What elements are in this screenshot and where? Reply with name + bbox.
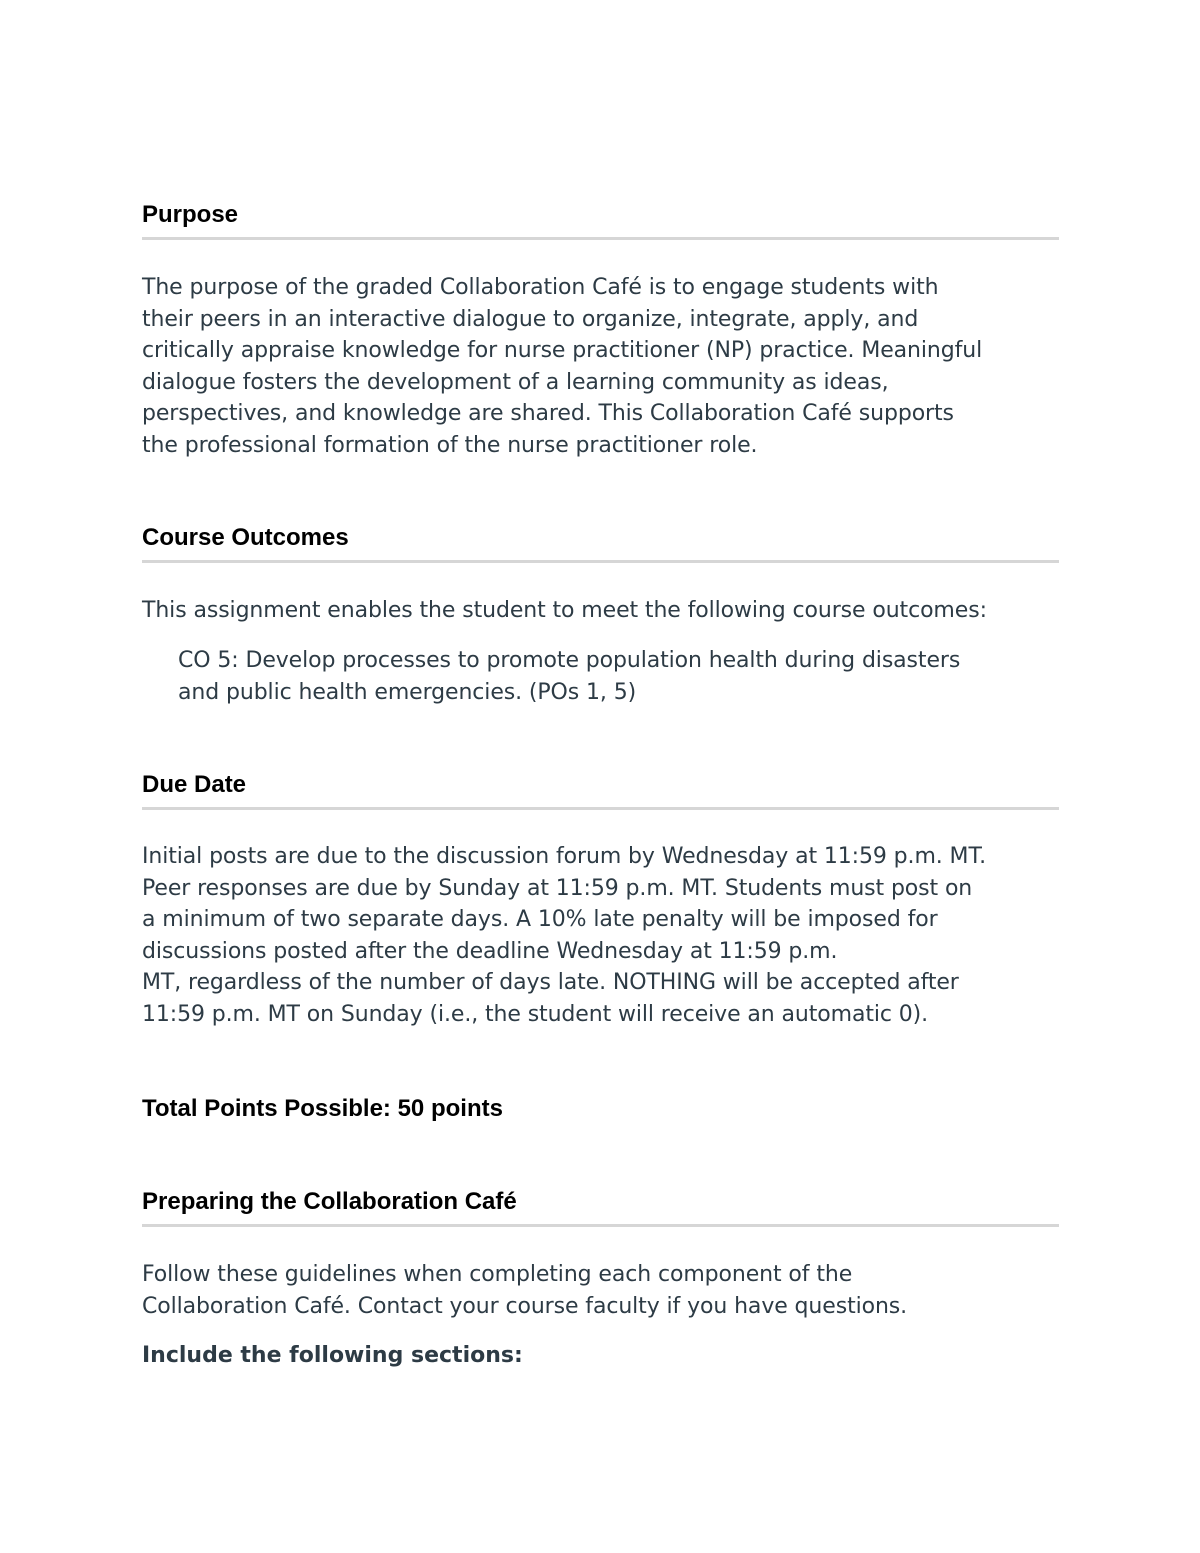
course-outcome-item	[142, 645, 1095, 708]
preparing-heading: Preparing the Collaboration Café	[142, 1188, 517, 1215]
preparing-paragraph	[142, 1259, 1059, 1322]
purpose-section	[142, 199, 1059, 240]
total-points-label: Total Points Possible: 50 points	[142, 1095, 503, 1122]
due-date-section	[142, 769, 1059, 810]
purpose-paragraph	[142, 272, 1059, 462]
purpose-line: dialogue fosters the development of a learning community as ideas,	[142, 369, 889, 395]
due-date-line: MT, regardless of the number of days late. NOTHING will be accepted after	[142, 970, 959, 996]
due-date-line: Initial posts are due to the discussion forum by Wednesday at 11:59 p.m. MT.	[142, 844, 987, 869]
outcomes-intro-line: This assignment enables the student to meet the following course outcomes:	[142, 598, 987, 623]
total-points	[142, 1093, 1059, 1125]
preparing-line: Follow these guidelines when completing each component of the	[142, 1262, 853, 1287]
preparing-line: Collaboration Café. Contact your course faculty if you have questions.	[142, 1293, 908, 1319]
outcomes-divider	[142, 560, 1059, 563]
purpose-line: perspectives, and knowledge are shared. This Collaboration Café supports	[142, 401, 954, 427]
purpose-body	[142, 272, 1059, 462]
include-sections-text: Include the following sections:	[142, 1343, 523, 1368]
purpose-line: their peers in an interactive dialogue to organize, integrate, apply, and	[142, 306, 919, 332]
include-sections-label	[142, 1340, 1059, 1372]
due-date-heading: Due Date	[142, 771, 247, 798]
preparing-body	[142, 1259, 1059, 1322]
purpose-divider	[142, 237, 1059, 240]
purpose-line: the professional formation of the nurse practitioner role.	[142, 432, 758, 458]
course-outcome-line: and public health emergencies. (POs 1, 5)	[178, 679, 637, 705]
outcomes-heading: Course Outcomes	[142, 524, 349, 551]
due-date-line: 11:59 p.m. MT on Sunday (i.e., the student will receive an automatic 0).	[142, 1001, 929, 1027]
course-outcome-line: CO 5: Develop processes to promote population health during disasters	[178, 648, 961, 673]
due-date-line: discussions posted after the deadline Wednesday at 11:59 p.m.	[142, 938, 838, 964]
due-date-paragraph	[142, 841, 1059, 1031]
purpose-heading: Purpose	[142, 201, 239, 228]
purpose-line: The purpose of the graded Collaboration Café is to engage students with	[142, 275, 939, 300]
due-date-line: a minimum of two separate days. A 10% late penalty will be imposed for	[142, 907, 938, 933]
outcomes-intro	[142, 595, 1059, 627]
purpose-line: critically appraise knowledge for nurse practitioner (NP) practice. Meaningful	[142, 338, 983, 364]
due-date-line: Peer responses are due by Sunday at 11:59 p.m. MT. Students must post on	[142, 875, 973, 901]
due-date-divider	[142, 807, 1059, 810]
outcomes-section	[142, 522, 1059, 563]
preparing-divider	[142, 1224, 1059, 1227]
due-date-body	[142, 841, 1059, 1031]
course-outcome-text	[178, 645, 1095, 708]
preparing-section	[142, 1186, 1059, 1227]
outcomes-body	[142, 595, 1059, 627]
